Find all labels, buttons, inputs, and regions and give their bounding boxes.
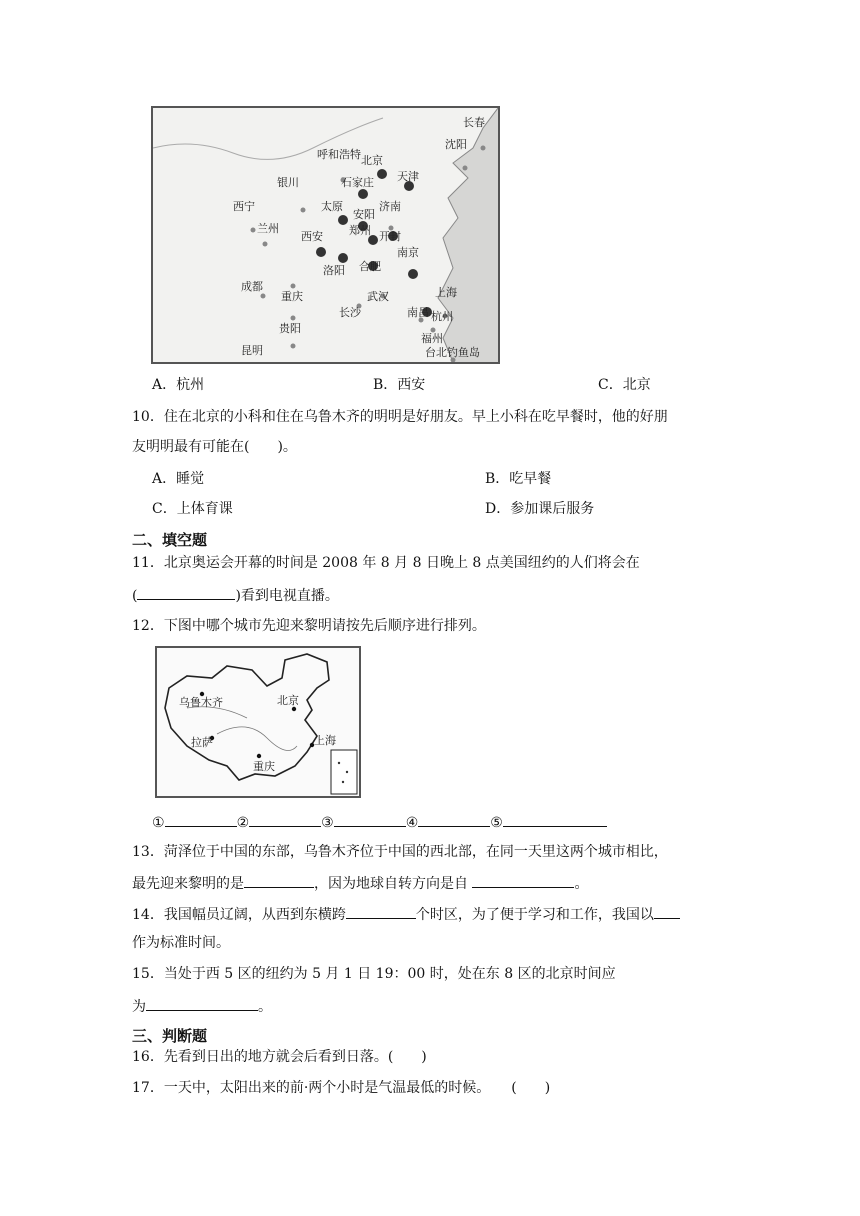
map1-city-label: 济南 xyxy=(379,200,401,213)
q15-line1: 15．当处于西 5 区的纽约为 5 月 1 日 19：00 时，处在东 8 区的北京时间应 xyxy=(132,966,616,982)
q12-answer-row: ① ② ③ ④ ⑤ xyxy=(152,811,607,833)
q11-answer-blank[interactable] xyxy=(137,584,235,600)
map1-city-label: 长沙 xyxy=(339,306,361,319)
map1-city-label: 天津 xyxy=(397,170,419,183)
q12-blank-5[interactable] xyxy=(503,811,607,827)
q9-option-a[interactable]: A．杭州 xyxy=(152,377,205,393)
q12-text: 12．下图中哪个城市先迎来黎明请按先后顺序进行排列。 xyxy=(132,618,486,634)
q11-line2: ( )看到电视直播。 xyxy=(132,584,339,606)
q11-line1: 11．北京奥运会开幕的时间是 2008 年 8 月 8 日晚上 8 点美国纽约的人们将会在 xyxy=(132,555,640,571)
map1-city-label: 长春 xyxy=(463,116,485,129)
q10-line2: 友明明最有可能在( )。 xyxy=(132,439,297,455)
map1-city-label: 台北钓鱼岛 xyxy=(425,346,480,359)
map2-city-label: 拉萨 xyxy=(191,736,213,749)
map1-city-label: 上海 xyxy=(435,286,457,299)
q10-option-b[interactable]: B．吃早餐 xyxy=(485,471,552,487)
q13-line1: 13．菏泽位于中国的东部，乌鲁木齐位于中国的西北部，在同一天里这两个城市相比， xyxy=(132,844,668,860)
q13-blank-1[interactable] xyxy=(244,872,314,888)
map1-city-label: 西宁 xyxy=(233,200,255,213)
map1-city-label: 北京 xyxy=(361,154,383,167)
map1-city-dot xyxy=(291,284,296,289)
map1-city-dot xyxy=(463,166,468,171)
map2-city-label: 北京 xyxy=(277,694,299,707)
map1-city-label: 贵阳 xyxy=(279,322,301,335)
map1-city-dot xyxy=(316,247,326,257)
q14-blank-1[interactable] xyxy=(346,903,416,919)
map1-city-label: 洛阳 xyxy=(323,264,345,277)
map1-city-dot xyxy=(301,208,306,213)
map1-city-dot xyxy=(263,242,268,247)
map1-city-dot xyxy=(408,269,418,279)
map1-city-label: 福州 xyxy=(421,332,443,345)
map1-city-label: 沈阳 xyxy=(445,138,467,151)
q13-line2: 最先迎来黎明的是 ，因为地球自转方向是自 。 xyxy=(132,872,588,894)
q13-blank-2[interactable] xyxy=(472,872,574,888)
map1-city-label: 南京 xyxy=(397,246,419,259)
section-judgment-title: 三、判断题 xyxy=(132,1027,208,1045)
q12-blank-2[interactable] xyxy=(249,811,321,827)
map1-city-dot xyxy=(481,146,486,151)
map1-city-label: 太原 xyxy=(321,200,343,213)
map1-city-dot xyxy=(291,344,296,349)
q17-text: 17．一天中，太阳出来的前·两个小时是气温最低的时候。 ( ) xyxy=(132,1080,551,1096)
q14-line1: 14．我国幅员辽阔，从西到东横跨 个时区，为了便于学习和工作，我国以 xyxy=(132,903,680,925)
section-fill-blank-title: 二、填空题 xyxy=(132,531,208,549)
map2-city-label: 上海 xyxy=(314,734,336,747)
map1-city-label: 安阳 xyxy=(353,208,375,221)
map2-city-label: 乌鲁木齐 xyxy=(179,696,223,709)
china-cities-map xyxy=(151,106,500,364)
map1-city-dot xyxy=(338,215,348,225)
q14-line2: 作为标准时间。 xyxy=(132,935,230,951)
q12-blank-4[interactable] xyxy=(418,811,490,827)
q12-blank-1[interactable] xyxy=(165,811,237,827)
map1-city-label: 开封 xyxy=(379,230,401,243)
map1-city-label: 银川 xyxy=(277,176,299,189)
map1-city-label: 昆明 xyxy=(241,344,263,357)
q9-option-c[interactable]: C．北京 xyxy=(598,377,651,393)
map1-city-label: 南昌 xyxy=(407,306,429,319)
q10-option-d[interactable]: D．参加课后服务 xyxy=(485,501,595,517)
map2-city-label: 重庆 xyxy=(253,760,275,773)
map1-city-label: 呼和浩特 xyxy=(317,148,361,161)
map1-city-label: 重庆 xyxy=(281,290,303,303)
map1-city-label: 合肥 xyxy=(359,260,381,273)
q10-option-c[interactable]: C．上体育课 xyxy=(152,501,233,517)
map1-city-label: 成都 xyxy=(241,280,263,293)
map1-city-dot xyxy=(251,228,256,233)
map1-city-label: 兰州 xyxy=(257,222,279,235)
q15-line2: 为 。 xyxy=(132,995,272,1017)
q10-option-a[interactable]: A．睡觉 xyxy=(152,471,205,487)
map1-city-label: 西安 xyxy=(301,230,323,243)
q16-text: 16．先看到日出的地方就会后看到日落。( ) xyxy=(132,1049,427,1065)
map1-city-label: 石家庄 xyxy=(341,176,374,189)
map1-city-dot xyxy=(291,316,296,321)
map1-city-dot xyxy=(377,169,387,179)
china-outline-map xyxy=(155,646,361,798)
map1-city-label: 郑州 xyxy=(349,224,371,237)
map1-city-label: 杭州 xyxy=(431,310,453,323)
map1-city-label: 武汉 xyxy=(367,290,389,303)
map1-city-dot xyxy=(338,253,348,263)
map1-city-dot xyxy=(261,294,266,299)
q9-option-b[interactable]: B．西安 xyxy=(373,377,426,393)
q10-line1: 10．住在北京的小科和住在乌鲁木齐的明明是好朋友。早上小科在吃早餐时，他的好朋 xyxy=(132,409,668,425)
q12-blank-3[interactable] xyxy=(334,811,406,827)
map1-city-dot xyxy=(358,189,368,199)
q14-blank-2[interactable] xyxy=(654,903,680,919)
q15-blank[interactable] xyxy=(146,995,258,1011)
